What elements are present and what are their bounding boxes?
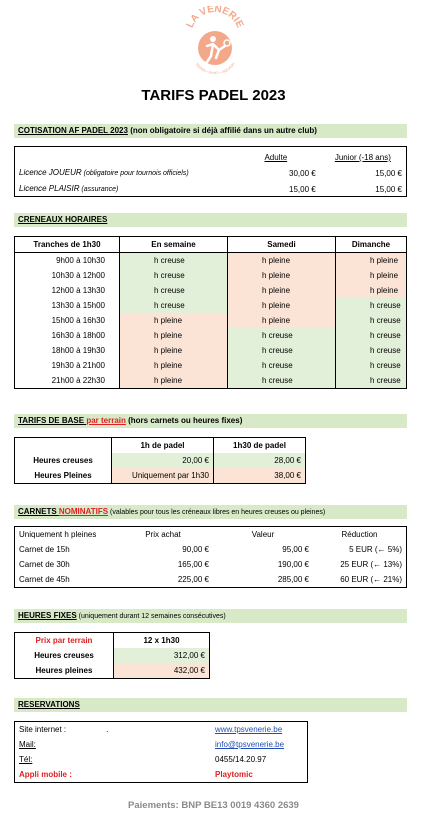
slot-cell: 10h30 à 12h00 — [15, 268, 120, 283]
table-row — [15, 373, 407, 389]
slot-cell: h pleine — [336, 253, 407, 269]
fixes-header: HEURES FIXES (uniquement durant 12 semaines consécutives) — [14, 609, 407, 623]
slot-cell: h pleine — [228, 253, 336, 269]
slot-cell: h creuse — [336, 373, 407, 389]
carnets-header: CARNETS NOMINATIFS (valables pour tous les créneaux libres en heures creuses ou pleines) — [14, 505, 407, 519]
club-logo — [183, 6, 247, 74]
club-logo-icon — [183, 6, 247, 74]
table-row: Carnet de 45h 225,00 € 285,00 € 60 EUR (← 21%) — [19, 575, 402, 584]
table-row — [15, 268, 407, 283]
cotisation-header: COTISATION AF PADEL 2023 (non obligatoire si déjà affilié dans un autre club) — [14, 124, 407, 138]
slot-cell: h pleine — [228, 283, 336, 298]
slot-cell: h creuse — [336, 343, 407, 358]
email-link[interactable]: info@tpsvenerie.be — [215, 740, 285, 749]
slot-cell: 13h30 à 15h00 — [15, 298, 120, 313]
table-row — [15, 298, 407, 313]
slot-cell: h creuse — [120, 268, 228, 283]
slot-cell: h pleine — [120, 328, 228, 343]
carnets-table: Uniquement h pleines Prix achat Valeur Réduction Carnet de 15h 90,00 € 95,00 € 5 EUR (← 5%) Carnet de 30h 165,00 € 190,00 € 25 EUR (← 13%) Carnet de 45h 225,00 € 285,00 € 60 EUR (← 21%) — [14, 526, 407, 588]
slot-cell: h creuse — [336, 328, 407, 343]
slot-cell: h creuse — [120, 298, 228, 313]
phone-number: 0455/14.20.97 — [215, 755, 267, 764]
table-row — [15, 328, 407, 343]
slot-cell: h creuse — [120, 283, 228, 298]
col-junior: Junior (-18 ans) — [334, 153, 391, 162]
slot-cell: h creuse — [336, 358, 407, 373]
table-row — [15, 343, 407, 358]
svg-text:LA VENERIE: LA VENERIE — [184, 6, 246, 30]
table-row — [15, 283, 407, 298]
payment-info: Paiements: BNP BE13 0019 4360 2639 — [128, 800, 299, 811]
slot-cell: h pleine — [120, 373, 228, 389]
table-row — [15, 253, 407, 269]
slot-cell: 15h00 à 16h30 — [15, 313, 120, 328]
reservations-table: Site internet : . www.tpsvenerie.be Mail: info@tpsvenerie.be Tél: 0455/14.20.97 Appli mobile : Playtomic — [14, 721, 308, 783]
base-table: 1h de padel 1h30 de padel Heures creuses 20,00 € 28,00 € Heures Pleines Uniquement par 1h30 38,00 € — [14, 437, 306, 484]
table-row: Heures pleines 432,00 € — [15, 663, 210, 679]
slot-cell: 19h30 à 21h00 — [15, 358, 120, 373]
slot-cell: h pleine — [228, 268, 336, 283]
slot-cell: 9h00 à 10h30 — [15, 253, 120, 269]
table-row: Carnet de 15h 90,00 € 95,00 € 5 EUR (← 5%) — [19, 545, 402, 554]
slot-cell: h creuse — [228, 373, 336, 389]
table-row: Heures creuses 312,00 € — [15, 648, 210, 663]
creneaux-header: CRENEAUX HORAIRES — [14, 213, 407, 227]
cotisation-table — [14, 146, 407, 197]
slot-cell: h pleine — [228, 298, 336, 313]
slot-cell: h pleine — [120, 358, 228, 373]
app-name: Playtomic — [215, 770, 253, 779]
slot-cell: h pleine — [336, 283, 407, 298]
website-link[interactable]: www.tpsvenerie.be — [215, 725, 283, 734]
svg-text:TENNIS • PADEL • SQUASH: TENNIS • PADEL • SQUASH — [194, 62, 236, 74]
slot-cell: h pleine — [120, 313, 228, 328]
slot-cell: 12h00 à 13h30 — [15, 283, 120, 298]
slot-cell: h pleine — [120, 343, 228, 358]
table-row — [15, 358, 407, 373]
base-header: TARIFS DE BASE par terrain (hors carnets ou heures fixes) — [14, 414, 407, 428]
table-row — [15, 313, 407, 328]
page-title: TARIFS PADEL 2023 — [141, 87, 286, 104]
creneaux-table: Tranches de 1h30 En semaine Samedi Dimanche 9h00 à 10h30 h creuse h pleine h pleine 10h30 à 12h00 h creuse h pleine h pleine 12h00 à 13h30 h creuse h pleine h pleine 13h30 à 15h00 h creuse h pleine h creuse 15h00 à 16h30 h pleine h pleine h creuse 16h30 à 18h00 h pleine h creuse h creuse 18h00 à 19h30 h pleine h creuse h creuse 19h30 à 21h00 h pleine h creuse h creuse 21h00 à 22h30 h pleine h creuse h creuse — [14, 236, 407, 389]
slot-cell: 16h30 à 18h00 — [15, 328, 120, 343]
slot-cell: h creuse — [228, 358, 336, 373]
slot-cell: h creuse — [336, 313, 407, 328]
slot-cell: 21h00 à 22h30 — [15, 373, 120, 389]
table-row: Carnet de 30h 165,00 € 190,00 € 25 EUR (← 13%) — [19, 560, 402, 569]
slot-cell: h creuse — [228, 328, 336, 343]
slot-cell: h creuse — [120, 253, 228, 269]
table-row: Heures Pleines Uniquement par 1h30 38,00 € — [15, 468, 306, 484]
table-row: Heures creuses 20,00 € 28,00 € — [15, 453, 306, 468]
fixes-table: Prix par terrain 12 x 1h30 Heures creuses 312,00 € Heures pleines 432,00 € — [14, 632, 210, 679]
table-row: Licence JOUEUR (obligatoire pour tournois officiels) 30,00 € 15,00 € — [19, 168, 402, 178]
col-adult: Adulte — [264, 153, 288, 162]
slot-cell: h creuse — [228, 343, 336, 358]
slot-cell: h pleine — [336, 268, 407, 283]
table-row: Licence PLAISIR (assurance) 15,00 € 15,00 € — [19, 184, 402, 194]
slot-cell: 18h00 à 19h30 — [15, 343, 120, 358]
slot-cell: h creuse — [336, 298, 407, 313]
reservations-header: RESERVATIONS — [14, 698, 407, 712]
slot-cell: h pleine — [228, 313, 336, 328]
